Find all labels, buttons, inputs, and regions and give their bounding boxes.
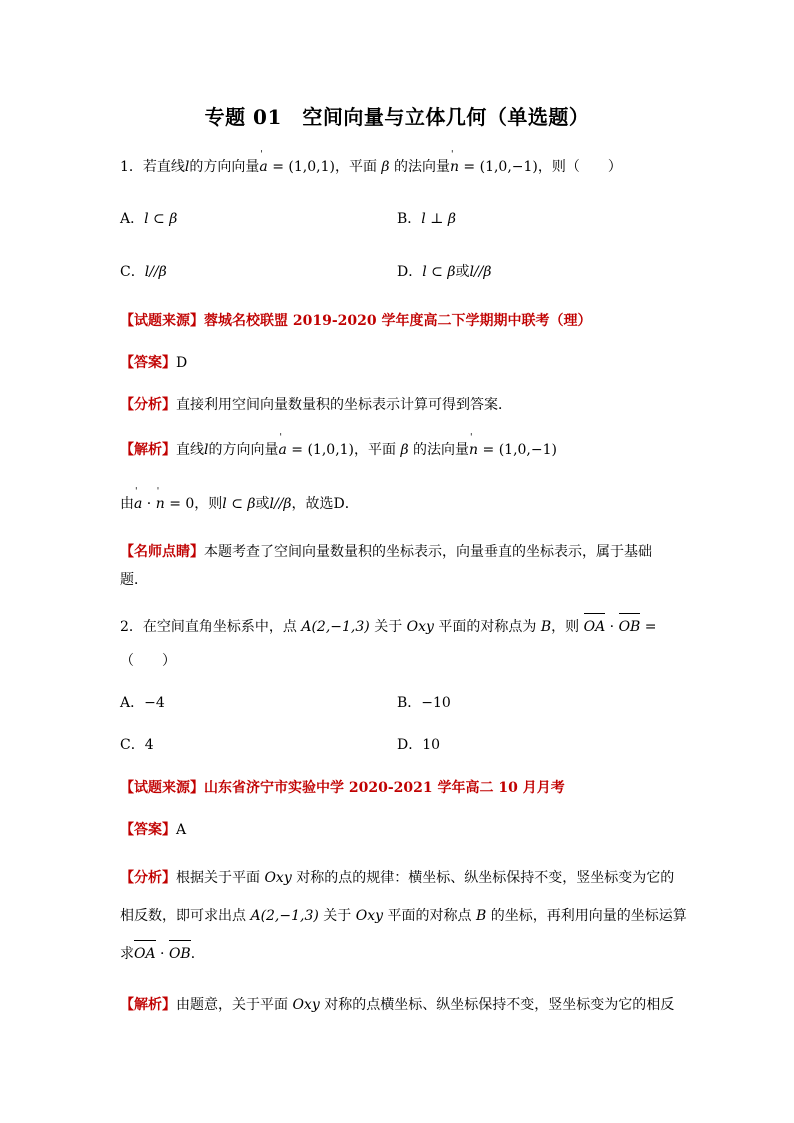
q2-analysis-line2: 相反数，即可求出点 A(2,−1,3) 关于 Oxy 平面的对称点 B 的坐标，再利用向量的坐标运算: [120, 908, 687, 924]
q1-option-d[interactable]: D．l ⊂ β或l//β: [397, 264, 492, 280]
q1-analysis: 【分析】直接利用空间向量数量积的坐标表示计算可得到答案．: [120, 397, 512, 413]
q1-option-b[interactable]: B．l ⊥ β: [397, 211, 456, 227]
q2-analysis: 【分析】根据关于平面 Oxy 对称的点的规律：横坐标、纵坐标保持不变，竖坐标变为它的: [120, 870, 675, 886]
q2-option-a[interactable]: A．−4: [120, 695, 165, 711]
q2-stem-line2: （ ）: [120, 653, 176, 669]
q1-option-c[interactable]: C．l//β: [120, 264, 167, 280]
q2-option-d[interactable]: D．10: [397, 737, 441, 753]
q1-answer: 【答案】D: [120, 355, 188, 371]
q2-answer: 【答案】A: [120, 822, 187, 838]
q1-solution: 【解析】直线l的方向向量' a = (1,0,1)，平面 β 的法向量' n = (1,0,−1): [120, 440, 557, 460]
q1-tip-line2: 题．: [120, 572, 148, 588]
q2-option-c[interactable]: C．4: [120, 737, 154, 753]
q2-source: 【试题来源】山东省济宁市实验中学 2020-2021 学年高二 10 月月考: [120, 780, 565, 796]
q2-solution: 【解析】由题意，关于平面 Oxy 对称的点横坐标、纵坐标保持不变，竖坐标变为它的相反: [120, 997, 675, 1013]
q2-option-b[interactable]: B．−10: [397, 695, 451, 711]
q1-stem: 1．若直线l的方向向量' a = (1,0,1)，平面 β 的法向量' n = (1,0,−1)，则（ ）: [120, 157, 622, 177]
q1-option-a[interactable]: A．l ⊂ β: [120, 211, 178, 227]
q1-solution-line2: 由' a · ' n = 0，则l ⊂ β或l//β，故选D．: [120, 494, 359, 514]
q1-source: 【试题来源】蓉城名校联盟 2019-2020 学年度高二下学期期中联考（理）: [120, 313, 592, 329]
q1-tip: 【名师点睛】本题考查了空间向量数量积的坐标表示，向量垂直的坐标表示，属于基础: [120, 544, 652, 560]
q2-stem: 2．在空间直角坐标系中，点 A(2,−1,3) 关于 Oxy 平面的对称点为 B，则 OA · OB =: [120, 619, 657, 635]
page-title: 专题 01 空间向量与立体几何（单选题）: [204, 105, 590, 129]
q2-analysis-line3: 求OA · OB．: [120, 946, 205, 962]
